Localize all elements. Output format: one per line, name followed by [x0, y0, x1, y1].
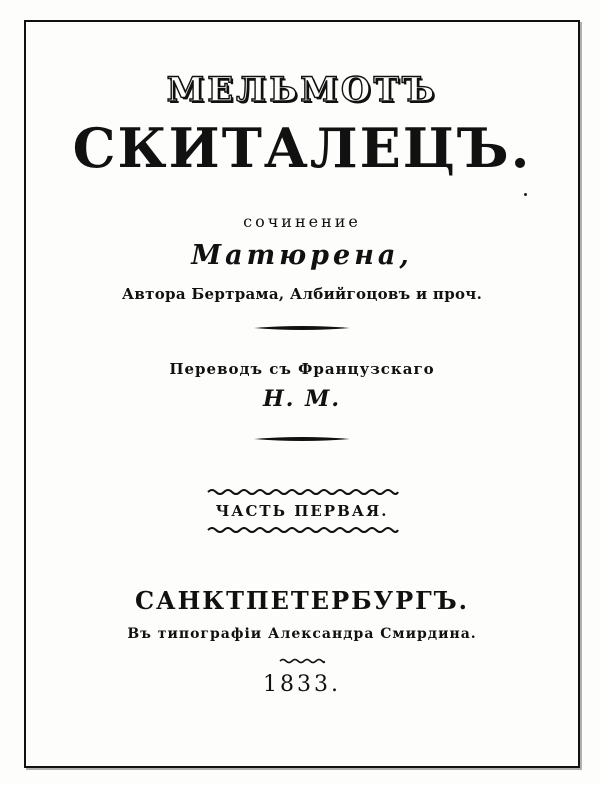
- composed-by-label: сочинение: [243, 212, 361, 231]
- small-wavy-rule: [280, 658, 324, 664]
- title-line-2: СКИТАЛЕЦЪ.: [72, 116, 532, 180]
- translation-note: Переводъ съ Французскаго: [169, 360, 435, 378]
- title-line-1: МЕЛЬМОТЪ: [166, 70, 438, 110]
- ink-speck: [524, 193, 527, 196]
- wavy-rule-top: [208, 488, 398, 496]
- part-label: ЧАСТЬ ПЕРВАЯ.: [215, 502, 389, 520]
- swelled-rule-1: [254, 324, 350, 332]
- city-name: САНКТПЕТЕРБУРГЪ.: [134, 586, 470, 615]
- printing-house: Въ типографіи Александра Смирдина.: [127, 626, 477, 642]
- author-works: Автора Бертрама, Албийгоцовъ и проч.: [121, 285, 483, 303]
- swelled-rule-2: [254, 435, 350, 443]
- author-name: Матюрена,: [191, 240, 413, 271]
- translator-initials: Н. М.: [262, 386, 342, 412]
- wavy-rule-bottom: [208, 526, 398, 534]
- publication-year: 1833.: [263, 672, 341, 697]
